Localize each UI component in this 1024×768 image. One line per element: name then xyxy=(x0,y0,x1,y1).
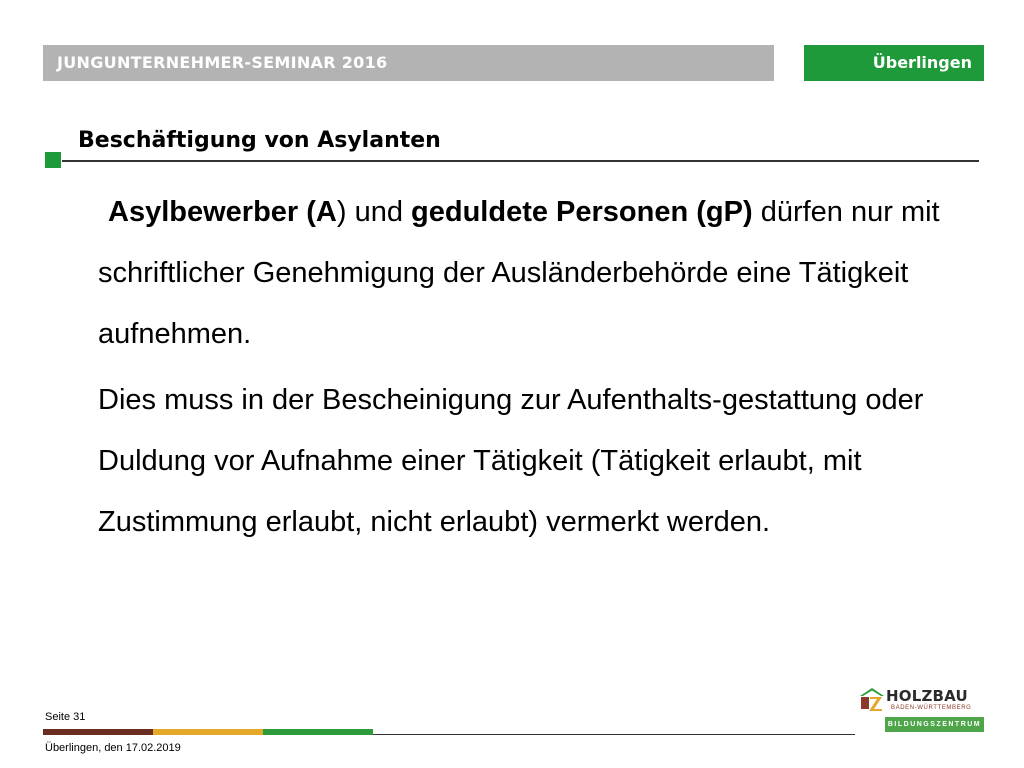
footer-rule xyxy=(373,734,855,735)
location-badge xyxy=(804,45,984,81)
seminar-title: JUNGUNTERNEHMER-SEMINAR 2016 xyxy=(57,53,388,72)
footer-bar-green xyxy=(263,729,373,735)
title-underline xyxy=(62,160,979,162)
footer-bar-brown xyxy=(43,729,153,735)
holzbau-logo-icon xyxy=(858,686,886,712)
location-label: Überlingen xyxy=(872,53,972,72)
p1-text-rest: dürfen nur mit schriftlicher Genehmigung der Ausländerbehörde eine Tätigkeit aufnehmen. xyxy=(98,196,940,350)
logo-name: HOLZBAU xyxy=(886,687,968,705)
title-bullet-square xyxy=(45,152,61,168)
p1-text-und: ) und xyxy=(336,196,412,228)
paragraph-2: Dies muss in der Bescheinigung zur Aufenthalts-gestattung oder Duldung vor Aufnahme einer Tätigkeit (Tätigkeit erlaubt, mit Zustimmung erlaubt, nicht erlaubt) vermerkt werden. xyxy=(98,384,924,538)
logo-subtitle: BADEN-WÜRTTEMBERG xyxy=(891,705,972,711)
holzbau-logo xyxy=(858,686,988,736)
page-number: Seite 31 xyxy=(45,711,86,723)
footer-color-bar xyxy=(43,729,855,735)
p1-bold-geduldete: geduldete Personen (gP) xyxy=(411,196,753,228)
seminar-title-bar xyxy=(43,45,774,81)
logo-bildungszentrum: BILDUNGSZENTRUM xyxy=(885,717,984,732)
slide-title: Beschäftigung von Asylanten xyxy=(78,128,441,153)
footer-bar-yellow xyxy=(153,729,263,735)
p1-bold-asylbewerber: Asylbewerber (A xyxy=(108,196,337,228)
paragraph-1 xyxy=(98,182,978,365)
footer-date: Überlingen, den 17.02.2019 xyxy=(45,742,181,754)
